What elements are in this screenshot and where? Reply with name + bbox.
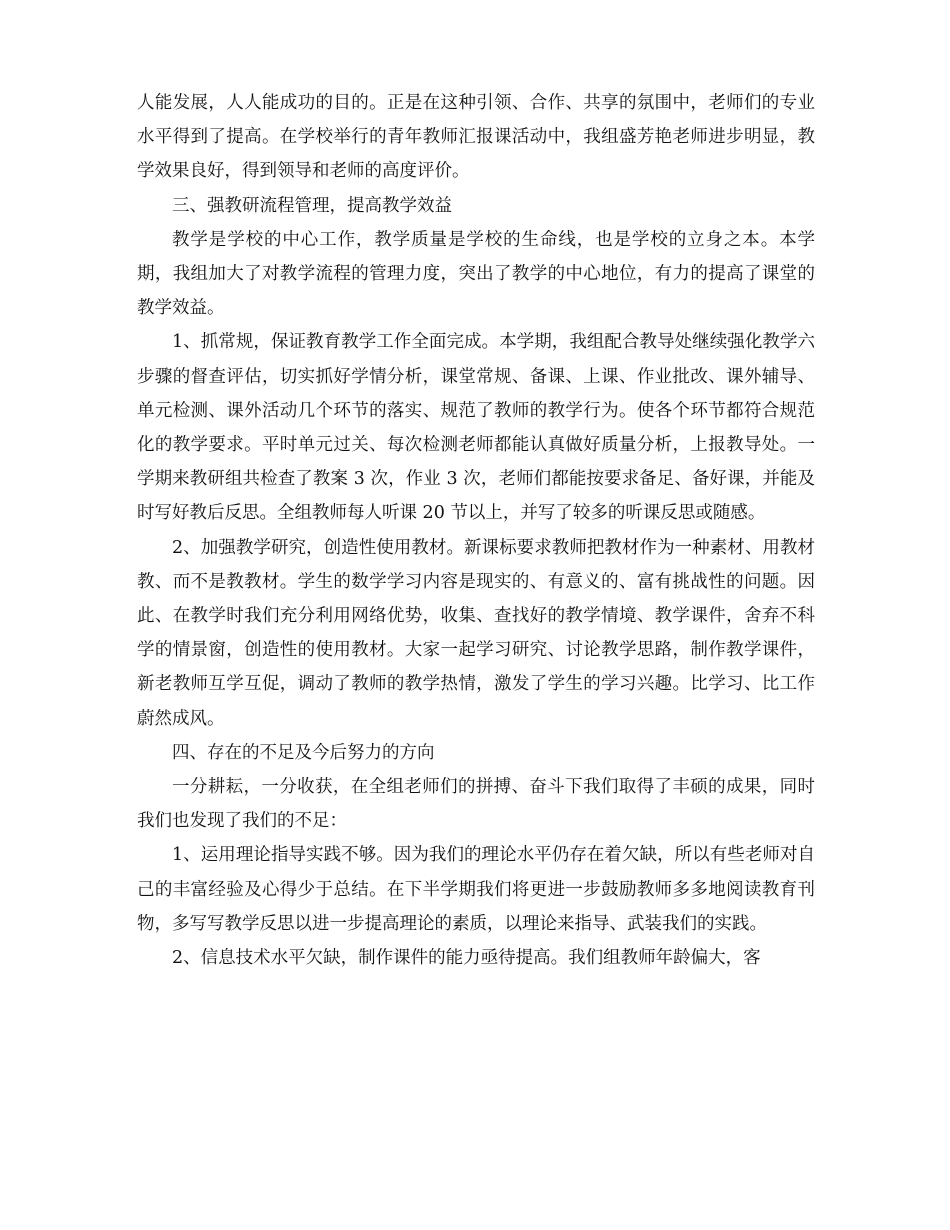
- paragraph: 一分耕耘，一分收获，在全组老师们的拼搏、奋斗下我们取得了丰硕的成果，同时我们也发现了我们的不足：: [137, 777, 815, 832]
- section-heading: 三、强教研流程管理，提高教学效益: [172, 195, 452, 216]
- section-heading: 四、存在的不足及今后努力的方向: [172, 742, 435, 763]
- paragraph: 教学是学校的中心工作，教学质量是学校的生命线，也是学校的立身之本。本学期，我组加大了对教学流程的管理力度，突出了教学的中心地位，有力的提高了课堂的教学效益。: [137, 229, 815, 319]
- document-body: [137, 86, 815, 975]
- paragraph: 2、加强教学研究，创造性使用教材。新课标要求教师把教材作为一种素材、用教材教、而不是教教材。学生的数学学习内容是现实的、有意义的、富有挑战性的问题。因此、在教学时我们充分利用网络优势，收集、查找好的教学情境、教学课件，舍弃不科学的情景窗，创造性的使用教材。大家一起学习研究、讨论教学思路，制作教学课件，新老教师互学互促，调动了教师的教学热情，激发了学生的学习兴趣。比学习、比工作蔚然成风。: [137, 537, 815, 729]
- paragraph: 1、运用理论指导实践不够。因为我们的理论水平仍存在着欠缺，所以有些老师对自己的丰富经验及心得少于总结。在下半学期我们将更进一步鼓励教师多多地阅读教育刊物，多写写教学反思以进一步提高理论的素质，以理论来指导、武装我们的实践。: [137, 845, 815, 934]
- paragraph: 人能发展，人人能成功的目的。正是在这种引领、合作、共享的氛围中，老师们的专业水平得到了提高。在学校举行的青年教师汇报课活动中，我组盛芳艳老师进步明显，教学效果良好，得到领导和老师的高度评价。: [137, 93, 815, 182]
- paragraph: 2、信息技术水平欠缺，制作课件的能力亟待提高。我们组教师年龄偏大，客: [172, 948, 761, 969]
- paragraph: 1、抓常规，保证教育教学工作全面完成。本学期，我组配合教导处继续强化教学六步骤的督查评估，切实抓好学情分析，课堂常规、备课、上课、作业批改、课外辅导、单元检测、课外活动几个环节的落实、规范了教师的教学行为。使各个环节都符合规范化的教学要求。平时单元过关、每次检测老师都能认真做好质量分析，上报教导处。一学期来教研组共检查了教案 3 次，作业 3 次，老师们都能按要求备足、备好课，并能及时写好教后反思。全组教师每人听课 20 节以上，并写了较多的听课反思或随感。: [137, 332, 815, 524]
